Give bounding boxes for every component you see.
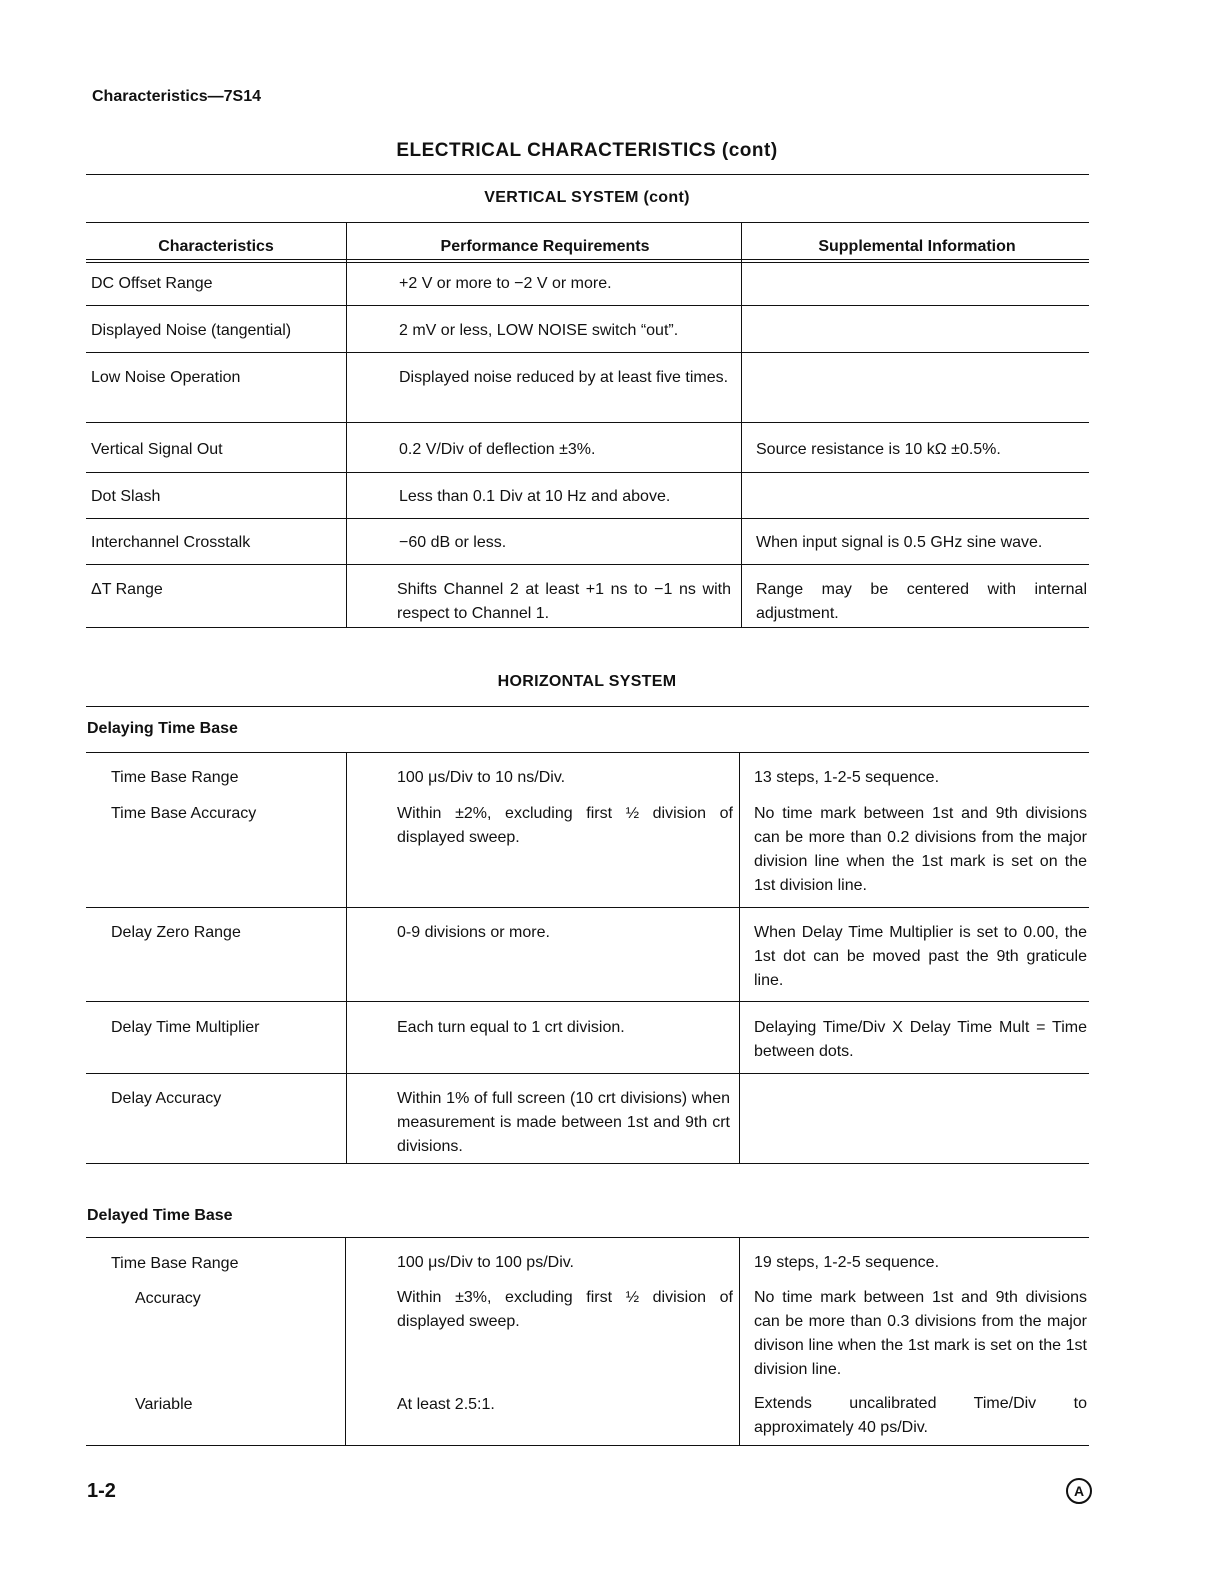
row-rule [86,472,1089,473]
row-performance: 0-9 divisions or more. [397,924,550,941]
column-divider [739,1237,740,1446]
row-rule [86,305,1089,306]
rule [86,222,1089,223]
row-rule [86,352,1089,353]
vertical-section-title: VERTICAL SYSTEM (cont) [484,189,690,206]
row-characteristic: Accuracy [135,1290,201,1307]
row-performance: 100 μs/Div to 10 ns/Div. [397,769,566,786]
rule [86,1237,1089,1238]
header-rule [86,259,1089,263]
row-supplemental: No time mark between 1st and 9th divisions can be more than 0.3 divisions from the major divison line when the 1st mark is set on the 1st division line. [754,1289,1087,1378]
row-characteristic: Interchannel Crosstalk [91,534,251,551]
page-header: Characteristics—7S14 [92,88,261,105]
row-characteristic: Time Base Range [111,1255,239,1272]
row-performance: Less than 0.1 Div at 10 Hz and above. [399,488,671,505]
page-title: ELECTRICAL CHARACTERISTICS (cont) [396,140,778,161]
row-characteristic: Delay Accuracy [111,1090,222,1107]
column-divider [346,222,347,628]
delayed-time-base-heading: Delayed Time Base [87,1207,233,1224]
row-supplemental: Extends uncalibrated Time/Div to approximately 40 ps/Div. [754,1395,1087,1436]
rule [86,752,1089,753]
column-header-characteristics: Characteristics [158,238,274,255]
row-supplemental: No time mark between 1st and 9th divisions can be more than 0.2 divisions from the major division line when the 1st mark is set on the 1st division line. [754,805,1087,894]
rule [86,174,1089,175]
row-performance: +2 V or more to −2 V or more. [399,275,612,292]
row-supplemental: 19 steps, 1-2-5 sequence. [754,1254,940,1271]
row-characteristic: Delay Zero Range [111,924,241,941]
table-bottom-rule [86,1163,1089,1164]
row-performance: 2 mV or less, LOW NOISE switch “out”. [399,322,679,339]
table-bottom-rule [86,627,1089,628]
row-supplemental: Source resistance is 10 kΩ ±0.5%. [756,441,1001,458]
row-characteristic: Time Base Accuracy [111,805,257,822]
row-performance: Within ±2%, excluding first ½ division of displayed sweep. [397,805,733,846]
table-bottom-rule [86,1445,1089,1446]
row-characteristic: Displayed Noise (tangential) [91,322,292,339]
row-characteristic: Time Base Range [111,769,239,786]
row-characteristic: Variable [135,1396,193,1413]
row-performance: 0.2 V/Div of deflection ±3%. [399,441,596,458]
row-performance: Shifts Channel 2 at least +1 ns to −1 ns with respect to Channel 1. [397,581,731,622]
row-characteristic: Vertical Signal Out [91,441,223,458]
row-performance: Each turn equal to 1 crt division. [397,1019,625,1036]
row-performance: Displayed noise reduced by at least five times. [399,369,729,386]
row-characteristic: DC Offset Range [91,275,213,292]
column-divider [345,1237,346,1446]
row-rule [86,422,1089,423]
row-supplemental: Range may be centered with internal adjustment. [756,581,1087,622]
row-rule [86,518,1089,519]
row-performance: Within 1% of full screen (10 crt divisions) when measurement is made between 1st and 9th crt divisions. [397,1090,730,1155]
row-performance: Within ±3%, excluding first ½ division of displayed sweep. [397,1289,733,1330]
column-header-performance: Performance Requirements [440,238,650,255]
row-characteristic: ΔT Range [91,581,163,598]
tektronix-logo: A [1066,1478,1092,1504]
row-supplemental: When input signal is 0.5 GHz sine wave. [756,534,1043,551]
row-rule [86,1001,1089,1002]
row-rule [86,564,1089,565]
row-rule [86,907,1089,908]
horizontal-section-title: HORIZONTAL SYSTEM [497,673,677,690]
rule [86,706,1089,707]
row-supplemental: 13 steps, 1-2-5 sequence. [754,769,940,786]
column-header-supplemental: Supplemental Information [818,238,1016,255]
row-characteristic: Delay Time Multiplier [111,1019,260,1036]
row-performance: At least 2.5:1. [397,1396,495,1413]
row-rule [86,1073,1089,1074]
row-characteristic: Dot Slash [91,488,161,505]
delaying-time-base-heading: Delaying Time Base [87,720,238,737]
row-performance: 100 μs/Div to 100 ps/Div. [397,1254,574,1271]
row-supplemental: When Delay Time Multiplier is set to 0.00, the 1st dot can be moved past the 9th graticule line. [754,924,1087,989]
row-supplemental: Delaying Time/Div X Delay Time Mult = Time between dots. [754,1019,1087,1060]
column-divider [739,752,740,1163]
column-divider [741,222,742,628]
column-divider [346,752,347,1163]
page-number: 1-2 [87,1480,116,1502]
row-performance: −60 dB or less. [399,534,507,551]
row-characteristic: Low Noise Operation [91,369,241,386]
